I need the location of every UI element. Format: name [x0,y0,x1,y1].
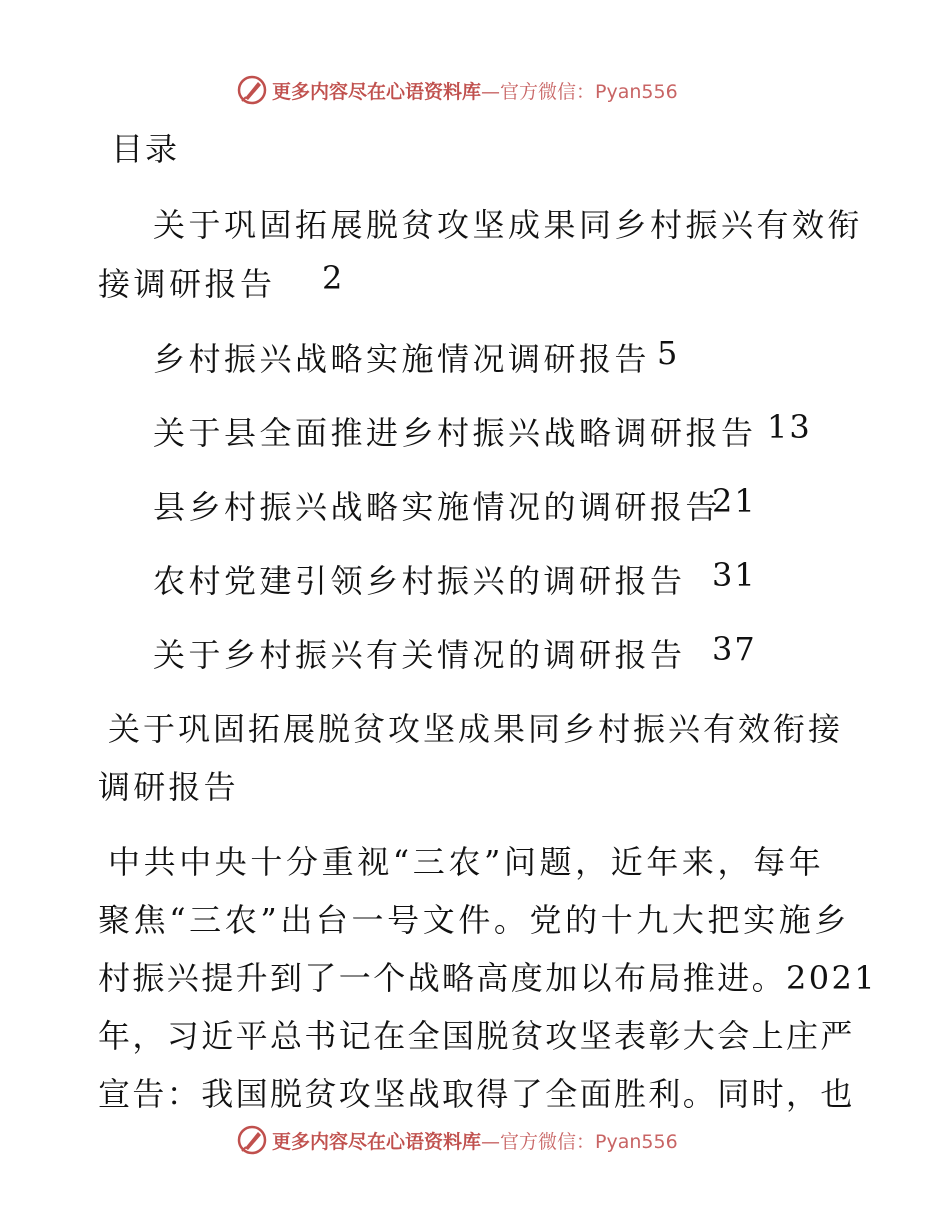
toc-entry-6[interactable]: 关于乡村振兴有关情况的调研报告 [153,636,686,674]
body-line-4: 年，习近平总书记在全国脱贫攻坚表彰大会上庄严 [98,1017,855,1055]
header-watermark [236,73,678,107]
toc-page-2: 5 [657,334,680,372]
toc-page-1: 2 [322,259,345,297]
body-line-5: 宣告：我国脱贫攻坚战取得了全面胜利。同时，也 [98,1075,855,1113]
toc-entry-5[interactable]: 农村党建引领乡村振兴的调研报告 [153,562,686,600]
watermark-brand: 更多内容尽在心语资料库 [272,1130,482,1153]
quill-logo-icon [236,74,268,106]
body-line-2: 聚焦“三农”出台一号文件。党的十九大把实施乡 [98,901,850,939]
toc-page-6: 37 [712,630,757,668]
toc-entry-4[interactable]: 县乡村振兴战略实施情况的调研报告 [153,488,722,526]
watermark-suffix: —官方微信：Pyan556 [481,1130,678,1153]
toc-entry-1-line2[interactable]: 接调研报告 [98,265,276,303]
toc-page-3: 13 [767,408,812,446]
toc-entry-1-line1[interactable]: 关于巩固拓展脱贫攻坚成果同乡村振兴有效衔 [153,206,864,244]
toc-entry-3[interactable]: 关于县全面推进乡村振兴战略调研报告 [153,414,757,452]
toc-page-5: 31 [712,556,757,594]
toc-title: 目录 [111,130,180,168]
toc-entry-2[interactable]: 乡村振兴战略实施情况调研报告 [153,340,651,378]
watermark-text [272,77,678,104]
article-heading-line2: 调研报告 [98,768,239,806]
body-line-3: 村振兴提升到了一个战略高度加以布局推进。2021 [98,959,878,997]
footer-watermark [236,1123,678,1157]
article-heading-line1: 关于巩固拓展脱贫攻坚成果同乡村振兴有效衔接 [108,710,844,748]
quill-logo-icon [236,1124,268,1156]
toc-page-4: 21 [712,482,757,520]
watermark-text [272,1127,678,1154]
watermark-suffix: —官方微信：Pyan556 [481,80,678,103]
watermark-brand: 更多内容尽在心语资料库 [272,80,482,103]
body-line-1: 中共中央十分重视“三农”问题，近年来，每年 [108,843,825,881]
